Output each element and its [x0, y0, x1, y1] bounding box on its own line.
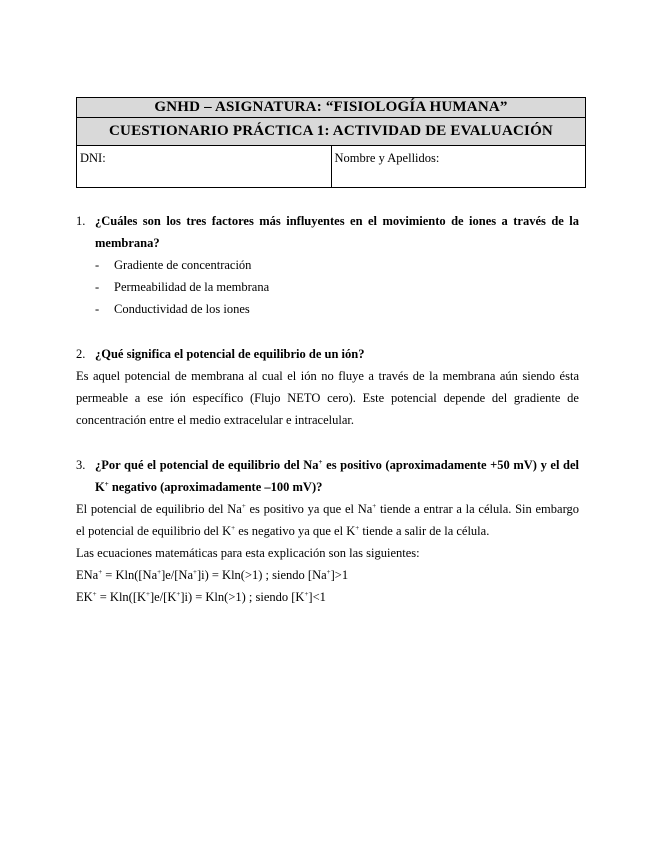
question-number: 2.	[76, 347, 86, 361]
name-field[interactable]	[331, 146, 586, 188]
equation-k: EK+ = Kln([K+]e/[K+]i) = Kln(>1) ; siendo [K+]<1	[76, 590, 326, 604]
dash-bullet: -	[95, 258, 100, 272]
questionnaire-title: CUESTIONARIO PRÁCTICA 1: ACTIVIDAD DE EVALUACIÓN	[77, 118, 586, 146]
question-number: 1.	[76, 214, 86, 228]
question-title: ¿Por qué el potencial de equilibrio del Na+ es positivo (aproximadamente +50 mV) y el del K+ negativo (aproximadamente –100 mV)?	[95, 458, 579, 494]
question-title: ¿Cuáles son los tres factores más influyentes en el movimiento de iones a través de la membrana?	[95, 214, 579, 250]
dni-label: DNI:	[80, 151, 106, 165]
question-title: ¿Qué significa el potencial de equilibrio de un ión?	[95, 347, 365, 361]
equations-intro: Las ecuaciones matemáticas para esta explicación son las siguientes:	[76, 546, 420, 560]
header-table	[76, 97, 586, 188]
list-item: - Permeabilidad de la membrana	[95, 276, 579, 298]
dni-field[interactable]	[77, 146, 332, 188]
answer-text: El potencial de equilibrio del Na+ es positivo ya que el Na+ tiende a entrar a la célula. Sin embargo el potencial de equilibrio del K+ es negativo ya que el K+ tiende a salir de la célula.	[76, 502, 580, 538]
equation-na: ENa+ = Kln([Na+]e/[Na+]i) = Kln(>1) ; siendo [Na+]>1	[76, 568, 349, 582]
question-3	[76, 454, 579, 608]
question-2	[76, 343, 579, 431]
question-1	[76, 210, 579, 320]
course-title: GNHD – ASIGNATURA: “FISIOLOGÍA HUMANA”	[77, 98, 586, 118]
list-item: - Gradiente de concentración	[95, 254, 579, 276]
name-label: Nombre y Apellidos:	[334, 151, 440, 165]
list-item: - Conductividad de los iones	[95, 298, 579, 320]
answer-text: Es aquel potencial de membrana al cual el ión no fluye a través de la membrana aún siendo ésta permeable a ese ión específico (Flujo NETO cero). Este potencial depende del gradiente de concentración entre el medio extracelular e intracelular.	[76, 369, 579, 427]
dash-bullet: -	[95, 302, 100, 316]
dash-bullet: -	[95, 280, 100, 294]
question-number: 3.	[76, 458, 86, 472]
